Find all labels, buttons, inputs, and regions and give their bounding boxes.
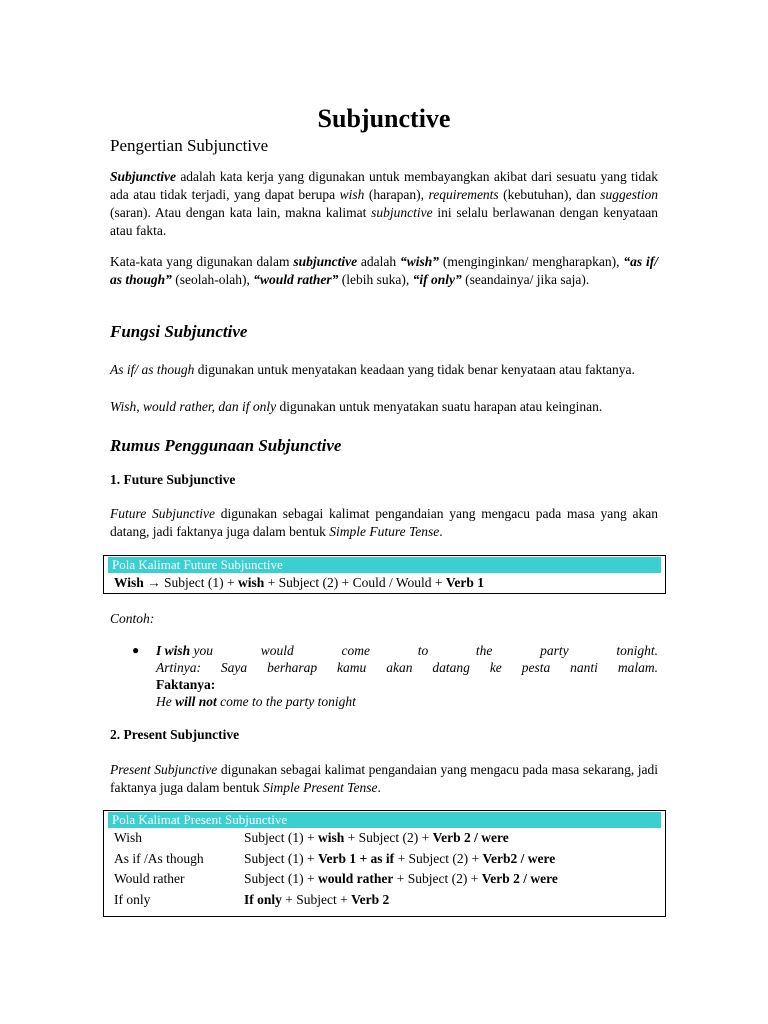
text: . [377, 780, 381, 795]
text: (harapan), [364, 187, 429, 202]
table-row [104, 890, 665, 911]
text: + Subject (2) + [344, 830, 433, 845]
term-simple-present: Simple Present Tense [262, 780, 378, 795]
word: come [341, 643, 370, 658]
text: Verb 1 [445, 575, 485, 590]
word: nanti [570, 660, 598, 675]
text: + Subject + [281, 891, 352, 907]
contoh-label [110, 610, 690, 628]
text: (lebih suka), [338, 272, 413, 287]
term-requirements: requirements [428, 187, 499, 202]
text: . [439, 524, 443, 539]
text: Faktanya: [156, 677, 216, 692]
text: If only [244, 891, 282, 907]
text: (seolah-olah), [171, 272, 254, 287]
text: adalah [357, 254, 400, 269]
text: Verb2 / were [482, 850, 556, 866]
example-line-1 [156, 642, 658, 659]
term-if-only: “if only” [412, 272, 462, 287]
text: (menginginkan/ mengharapkan), [439, 254, 624, 269]
row-formula [244, 869, 558, 890]
text: will not [175, 694, 217, 709]
text: digunakan sebagai kalimat pengandaian yang mengacu pada masa sekarang, jadi faktanya juga dalam bentuk [110, 762, 658, 795]
word: malam. [617, 660, 658, 675]
word: berharap [267, 660, 318, 675]
word: the [475, 643, 493, 658]
table-header: Pola Kalimat Future Subjunctive [108, 557, 661, 573]
text: → Subject (1) + [143, 575, 239, 590]
paragraph-keywords [110, 253, 658, 289]
text: + Subject (2) + [393, 871, 482, 886]
word: pesta [521, 660, 551, 675]
text: come to the party tonight [216, 694, 356, 709]
example-line-2 [156, 659, 658, 676]
table-row [104, 828, 665, 849]
term-as-if: “as if/ as though” [110, 254, 658, 287]
paragraph-fungsi-1 [110, 361, 690, 379]
term-would-rather: “would rather” [253, 272, 339, 287]
text: I wish [156, 643, 191, 658]
table-row [104, 573, 665, 593]
future-pattern-table [103, 555, 666, 594]
text: adalah kata kerja yang digunakan untuk membayangkan akibat dari sesuatu yang tidak ada atau tidak terjadi, yang dapat berupa [110, 169, 658, 202]
heading-fungsi: Fungsi Subjunctive [110, 322, 248, 341]
text: Subject (1) + [244, 871, 318, 886]
text: Verb 2 [351, 891, 390, 907]
word: Saya [220, 660, 248, 675]
text: wish [317, 830, 345, 845]
paragraph-definition [110, 168, 658, 240]
text: Subject (1) + [244, 830, 318, 845]
term-suggestion: suggestion [600, 187, 658, 202]
word: ke [489, 660, 502, 675]
word: would [260, 643, 294, 658]
example-fakta-text [156, 693, 658, 710]
text: He [156, 694, 176, 709]
term-future-subjunctive: Future Subjunctive [110, 506, 215, 521]
term-wish: wish [339, 187, 365, 202]
term-as-if: As if/ as though [110, 362, 195, 377]
row-label: If only [114, 891, 151, 907]
word: akan [386, 660, 413, 675]
word: to [417, 643, 429, 658]
bullet-icon: ● [132, 643, 140, 657]
row-formula [244, 890, 389, 911]
text: digunakan untuk menyatakan suatu harapan atau keinginan. [276, 399, 603, 414]
example-fakta-label [156, 676, 658, 693]
term-subjunctive: subjunctive [371, 205, 433, 220]
row-label: Wish [114, 830, 142, 845]
term-present-subjunctive: Present Subjunctive [110, 762, 218, 777]
text: Contoh: [110, 611, 155, 626]
text: Verb 1 + as if [317, 850, 395, 866]
text: wish [238, 575, 265, 590]
heading-future-subjunctive: 1. Future Subjunctive [110, 472, 236, 487]
text: Kata-kata yang digunakan dalam [110, 254, 294, 269]
term-subjunctive: subjunctive [293, 254, 358, 269]
heading-rumus: Rumus Penggunaan Subjunctive [110, 436, 342, 455]
present-pattern-table [103, 810, 666, 917]
text: Verb 2 / were [481, 871, 558, 886]
paragraph-fungsi-2 [110, 398, 690, 416]
row-formula [244, 828, 509, 849]
word: Artinya: [156, 660, 201, 675]
term-wish: Wish, would rather, dan if only [110, 399, 277, 414]
table-row [104, 869, 665, 890]
text: ini selalu berlawanan dengan kenyataan atau fakta. [110, 205, 659, 238]
row-formula [244, 849, 555, 870]
term-subjunctive: Subjunctive [110, 169, 177, 184]
word: tonight. [616, 643, 658, 658]
heading-pengertian: Pengertian Subjunctive [110, 136, 269, 155]
text: (saran). Atau dengan kata lain, makna kalimat [110, 205, 372, 220]
text: digunakan untuk menyatakan keadaan yang tidak benar kenyataan atau faktanya. [194, 362, 635, 377]
word: party [540, 643, 569, 658]
word: datang [432, 660, 470, 675]
page-title: Subjunctive [317, 104, 451, 133]
paragraph-future [110, 505, 658, 541]
table-row [104, 849, 665, 870]
text: would rather [317, 871, 394, 886]
row-label: Would rather [114, 871, 185, 886]
heading-present-subjunctive: 2. Present Subjunctive [110, 727, 240, 742]
text: (kebutuhan), dan [498, 187, 601, 202]
text: Wish [114, 575, 144, 590]
word: kamu [337, 660, 367, 675]
text: digunakan sebagai kalimat pengandaian yang mengacu pada masa yang akan datang, jadi faktanya juga dalam bentuk [110, 506, 658, 539]
row-label: As if /As though [114, 850, 204, 866]
paragraph-present [110, 761, 658, 797]
text: (seandainya/ jika saja). [461, 272, 590, 287]
term-wish: “wish” [400, 254, 440, 269]
text: + Subject (2) + [394, 850, 483, 866]
text: Verb 2 / were [432, 830, 509, 845]
table-header: Pola Kalimat Present Subjunctive [108, 812, 661, 828]
word: I wish you [156, 643, 214, 658]
text: + Subject (2) + Could / Would + [264, 575, 446, 590]
term-simple-future: Simple Future Tense [329, 524, 440, 539]
text: Subject (1) + [244, 850, 318, 866]
